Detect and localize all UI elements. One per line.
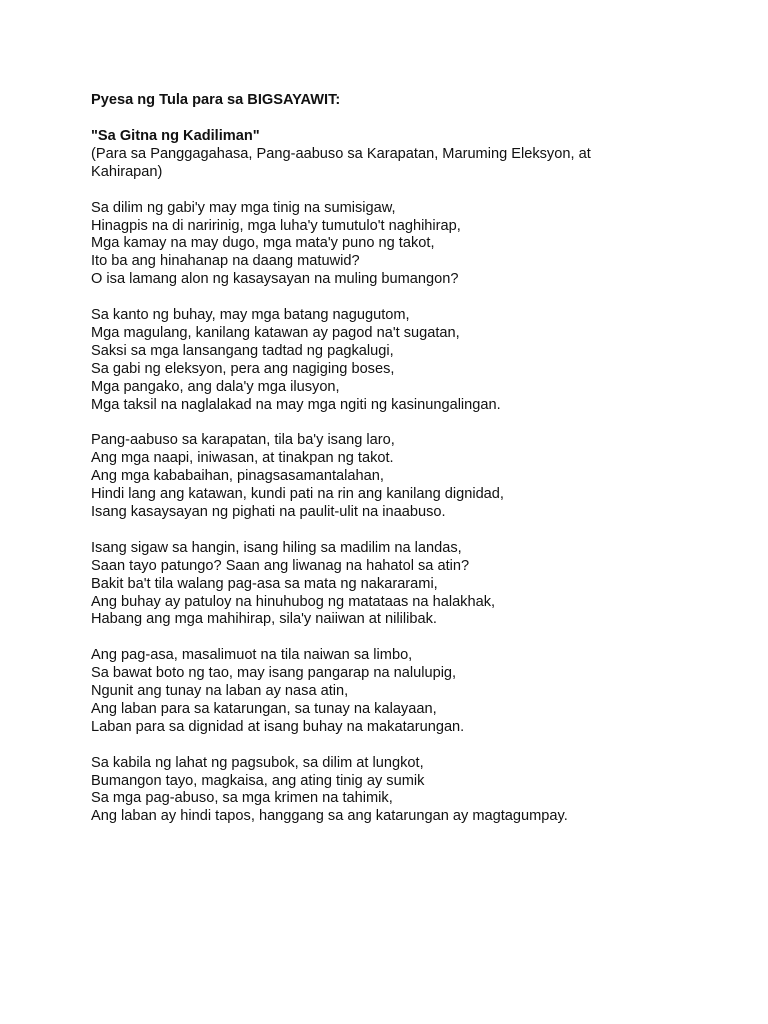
- dedication-line: (Para sa Panggagahasa, Pang-aabuso sa Karapatan, Maruming Eleksyon, at: [91, 145, 591, 162]
- poem-title: "Sa Gitna ng Kadiliman": [91, 127, 260, 144]
- poem-line: Mga kamay na may dugo, mga mata'y puno ng takot,: [91, 235, 435, 252]
- poem-line: Saksi sa mga lansangang tadtad ng pagkalugi,: [91, 342, 394, 359]
- document-heading: Pyesa ng Tula para sa BIGSAYAWIT:: [91, 92, 341, 108]
- stanza-2: [91, 307, 731, 414]
- poem-line: Bumangon tayo, magkaisa, ang ating tinig ay sumik: [91, 772, 425, 789]
- poem-line: O isa lamang alon ng kasaysayan na muling bumangon?: [91, 271, 459, 288]
- poem-line: Sa kabila ng lahat ng pagsubok, sa dilim at lungkot,: [91, 754, 424, 771]
- poem-line: Sa dilim ng gabi'y may mga tinig na sumisigaw,: [91, 199, 396, 216]
- poem-line: Ang laban ay hindi tapos, hanggang sa ang katarungan ay magtagumpay.: [91, 808, 568, 825]
- stanza-1: [91, 200, 731, 290]
- poem-line: Saan tayo patungo? Saan ang liwanag na hahatol sa atin?: [91, 557, 470, 574]
- stanza-6: [91, 755, 731, 827]
- stanza-3: [91, 432, 731, 522]
- poem-line: Sa gabi ng eleksyon, pera ang nagiging boses,: [91, 360, 395, 377]
- poem-line: Bakit ba't tila walang pag-asa sa mata ng nakararami,: [91, 575, 438, 592]
- poem-line: Ang buhay ay patuloy na hinuhubog ng matataas na halakhak,: [91, 593, 496, 610]
- poem-line: Mga taksil na naglalakad na may mga ngiti ng kasinungalingan.: [91, 396, 501, 413]
- poem-line: Ang pag-asa, masalimuot na tila naiwan sa limbo,: [91, 647, 413, 664]
- dedication-line: Kahirapan): [91, 163, 163, 180]
- poem-line: Ito ba ang hinahanap na daang matuwid?: [91, 253, 360, 270]
- poem-line: Sa kanto ng buhay, may mga batang nagugutom,: [91, 307, 410, 324]
- poem-line: Mga magulang, kanilang katawan ay pagod na't sugatan,: [91, 324, 460, 341]
- poem-line: Ngunit ang tunay na laban ay nasa atin,: [91, 683, 349, 700]
- poem-dedication: [91, 146, 731, 182]
- poem-line: Ang mga naapi, iniwasan, at tinakpan ng takot.: [91, 450, 394, 467]
- poem-line: Hinagpis na di naririnig, mga luha'y tumutulo't naghihirap,: [91, 217, 461, 234]
- poem-line: Sa mga pag-abuso, sa mga krimen na tahimik,: [91, 790, 393, 807]
- document-page: [91, 92, 731, 844]
- poem-line: Mga pangako, ang dala'y mga ilusyon,: [91, 378, 340, 395]
- poem-line: Isang kasaysayan ng pighati na paulit-ulit na inaabuso.: [91, 504, 446, 520]
- stanza-5: [91, 647, 731, 737]
- stanza-4: [91, 540, 731, 630]
- poem-line: Ang mga kababaihan, pinagsasamantalahan,: [91, 468, 384, 485]
- poem-line: Laban para sa dignidad at isang buhay na makatarungan.: [91, 718, 465, 735]
- poem-line: Habang ang mga mahihirap, sila'y naiiwan at nililibak.: [91, 611, 437, 628]
- poem-line: Ang laban para sa katarungan, sa tunay na kalayaan,: [91, 700, 437, 717]
- poem-line: Isang sigaw sa hangin, isang hiling sa madilim na landas,: [91, 539, 462, 556]
- poem-line: Pang-aabuso sa karapatan, tila ba'y isang laro,: [91, 432, 395, 449]
- poem-line: Hindi lang ang katawan, kundi pati na rin ang kanilang dignidad,: [91, 486, 504, 503]
- poem-line: Sa bawat boto ng tao, may isang pangarap na nalulupig,: [91, 665, 457, 682]
